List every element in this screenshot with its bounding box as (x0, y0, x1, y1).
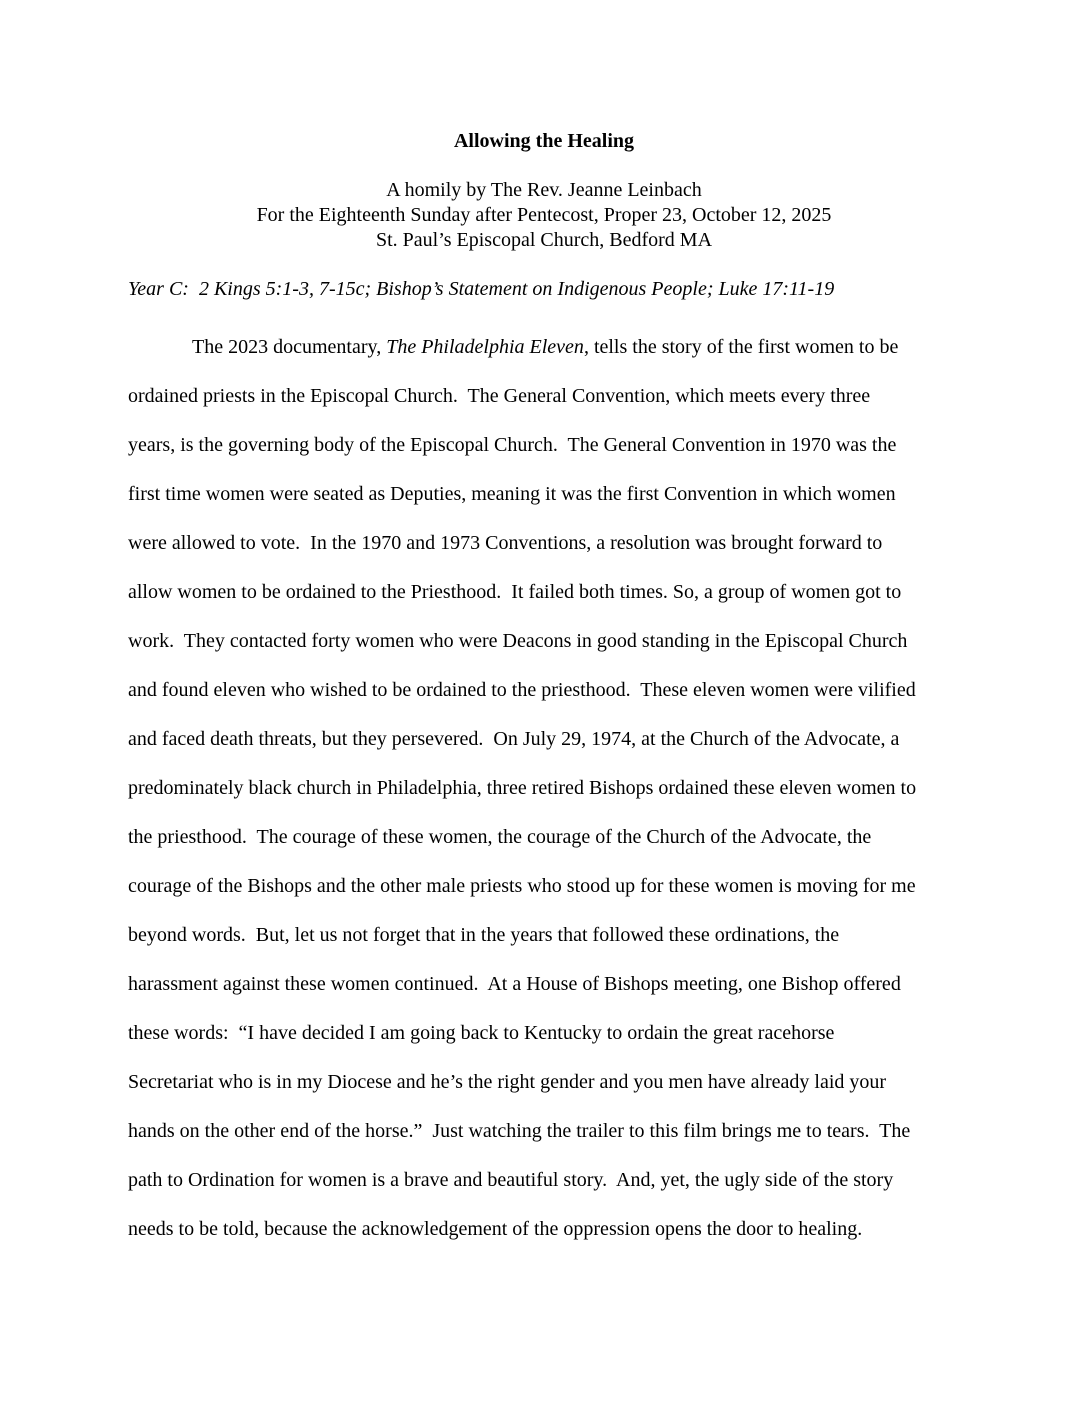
byline-church: St. Paul’s Episcopal Church, Bedford MA (375, 229, 713, 251)
body-line (128, 813, 988, 862)
body-line (128, 1156, 988, 1205)
byline-occasion: For the Eighteenth Sunday after Pentecost, Proper 23, October 12, 2025 (256, 204, 832, 226)
body-text-segment: Secretariat who is in my Diocese and he’s the right gender and you men have already laid your (128, 1071, 887, 1093)
body-line (128, 372, 988, 421)
body-text-segment: beyond words. But, let us not forget that in the years that followed these ordinations, the (128, 924, 840, 946)
body-line (128, 1205, 988, 1254)
body-text-segment: work. They contacted forty women who were Deacons in good standing in the Episcopal Church (128, 630, 908, 652)
body-line (128, 1058, 988, 1107)
body-text-segment: , tells the story of the first women to be (583, 336, 899, 358)
body-text-segment: The 2023 documentary, (192, 336, 387, 358)
scripture-readings: Year C: 2 Kings 5:1-3, 7-15c; Bishop’s Statement on Indigenous People; Luke 17:11-19 (128, 278, 835, 300)
body-text-segment: needs to be told, because the acknowledgement of the oppression opens the door to healing. (128, 1218, 863, 1240)
body-text-segment: path to Ordination for women is a brave and beautiful story. And, yet, the ugly side of the story (128, 1169, 894, 1191)
body-line (128, 1107, 988, 1156)
body-line (128, 911, 988, 960)
body-text-segment: and faced death threats, but they persevered. On July 29, 1974, at the Church of the Advocate, a (128, 728, 900, 750)
byline (0, 178, 1088, 253)
body-line (128, 1009, 988, 1058)
body-line (128, 862, 988, 911)
body-line (128, 617, 988, 666)
body-text-segment: hands on the other end of the horse.” Just watching the trailer to this film brings me to tears. The (128, 1120, 911, 1142)
body-text-segment: years, is the governing body of the Episcopal Church. The General Convention in 1970 was the (128, 434, 897, 456)
body-text-segment: the priesthood. The courage of these women, the courage of the Church of the Advocate, the (128, 826, 872, 848)
byline-author: A homily by The Rev. Jeanne Leinbach (386, 179, 702, 201)
body-text-segment: were allowed to vote. In the 1970 and 1973 Conventions, a resolution was brought forward to (128, 532, 883, 554)
body-line (128, 764, 988, 813)
body-line (128, 323, 988, 372)
body-text-segment: these words: “I have decided I am going back to Kentucky to ordain the great racehorse (128, 1022, 835, 1044)
body-text-segment: and found eleven who wished to be ordained to the priesthood. These eleven women were vilified (128, 679, 916, 701)
document-title: Allowing the Healing (453, 130, 634, 152)
body-text-segment: ordained priests in the Episcopal Church. The General Convention, which meets every three (128, 385, 871, 407)
body-text-segment: courage of the Bishops and the other male priests who stood up for these women is moving for me (128, 875, 916, 897)
body-line (128, 568, 988, 617)
body-text-segment: allow women to be ordained to the Priesthood. It failed both times. So, a group of women got to (128, 581, 902, 603)
body-line (128, 960, 988, 1009)
body-line (128, 421, 988, 470)
homily-body (128, 323, 988, 1254)
body-text-segment: harassment against these women continued. At a House of Bishops meeting, one Bishop offered (128, 973, 901, 995)
body-line (128, 715, 988, 764)
film-title-text: The Philadelphia Eleven (386, 336, 584, 358)
body-text-segment: first time women were seated as Deputies, meaning it was the first Convention in which women (128, 483, 896, 505)
body-line (128, 470, 988, 519)
body-line (128, 666, 988, 715)
body-line (128, 519, 988, 568)
body-text-segment: predominately black church in Philadelphia, three retired Bishops ordained these eleven women to (128, 777, 917, 799)
